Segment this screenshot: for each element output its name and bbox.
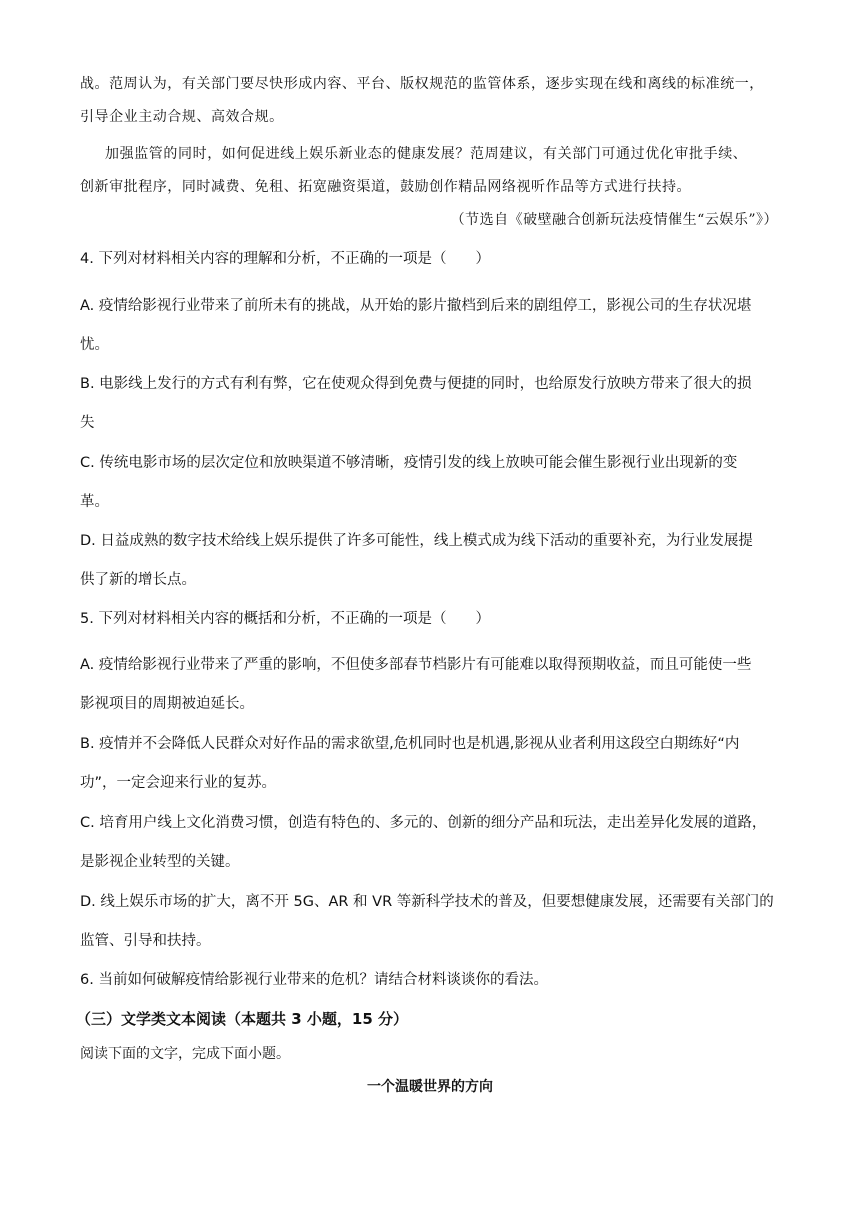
passage-line: 加强监管的同时，如何促进线上娱乐新业态的健康发展？范周建议，有关部门可通过优化审批手续、 xyxy=(105,146,748,162)
source-citation: （节选自《破壁融合创新玩法疫情催生“云娱乐”》） xyxy=(450,212,778,228)
question-5-option-b: B. 疫情并不会降低人民群众对好作品的需求欲望,危机同时也是机遇,影视从业者利用这段空白期练好“内 xyxy=(80,736,740,752)
question-4-stem: 4. 下列对材料相关内容的理解和分析，不正确的一项是（ ） xyxy=(80,251,490,267)
question-5-option-d: D. 线上娱乐市场的扩大，离不开 5G、AR 和 VR 等新科学技术的普及，但要想健康发展，还需要有关部门的 xyxy=(80,894,774,910)
section-instruction: 阅读下面的文字，完成下面小题。 xyxy=(80,1046,290,1062)
passage-line: 引导企业主动合规、高效合规。 xyxy=(80,109,284,125)
question-5-option-a: A. 疫情给影视行业带来了严重的影响，不但使多部春节档影片有可能难以取得预期收益，而且可能使一些 xyxy=(80,657,752,673)
question-4-option-a: A. 疫情给影视行业带来了前所未有的挑战，从开始的影片撤档到后来的剧组停工，影视公司的生存状况堪 xyxy=(80,298,752,314)
question-5-option-c-cont: 是影视企业转型的关键。 xyxy=(80,854,240,870)
question-6-stem: 6. 当前如何破解疫情给影视行业带来的危机？请结合材料谈谈你的看法。 xyxy=(80,972,548,988)
question-4-option-b: B. 电影线上发行的方式有利有弊，它在使观众得到免费与便捷的同时，也给原发行放映方带来了很大的损 xyxy=(80,376,752,392)
passage-line: 战。范周认为，有关部门要尽快形成内容、平台、版权规范的监管体系，逐步实现在线和离线的标准统一， xyxy=(80,76,764,92)
passage-line: 创新审批程序，同时减费、免租、拓宽融资渠道，鼓励创作精品网络视听作品等方式进行扶持。 xyxy=(80,179,692,195)
question-5-option-a-cont: 影视项目的周期被迫延长。 xyxy=(80,696,254,712)
question-4-option-d-cont: 供了新的增长点。 xyxy=(80,572,196,588)
question-4-option-d: D. 日益成熟的数字技术给线上娱乐提供了许多可能性，线上模式成为线下活动的重要补充，为行业发展提 xyxy=(80,533,753,549)
question-5-option-b-cont: 功”，一定会迎来行业的复苏。 xyxy=(80,775,277,791)
article-title: 一个温暖世界的方向 xyxy=(367,1079,493,1095)
question-5-option-d-cont: 监管、引导和扶持。 xyxy=(80,933,211,949)
question-4-option-c: C. 传统电影市场的层次定位和放映渠道不够清晰，疫情引发的线上放映可能会催生影视行业出现新的变 xyxy=(80,455,738,471)
question-5-stem: 5. 下列对材料相关内容的概括和分析，不正确的一项是（ ） xyxy=(80,611,490,627)
section-heading: （三）文学类文本阅读（本题共 3 小题，15 分） xyxy=(76,1010,408,1028)
question-4-option-c-cont: 革。 xyxy=(80,494,109,510)
question-5-option-c: C. 培育用户线上文化消费习惯，创造有特色的、多元的、创新的细分产品和玩法，走出差异化发展的道路， xyxy=(80,815,767,831)
question-4-option-a-cont: 忧。 xyxy=(80,337,109,353)
question-4-option-b-cont: 失 xyxy=(80,415,95,431)
